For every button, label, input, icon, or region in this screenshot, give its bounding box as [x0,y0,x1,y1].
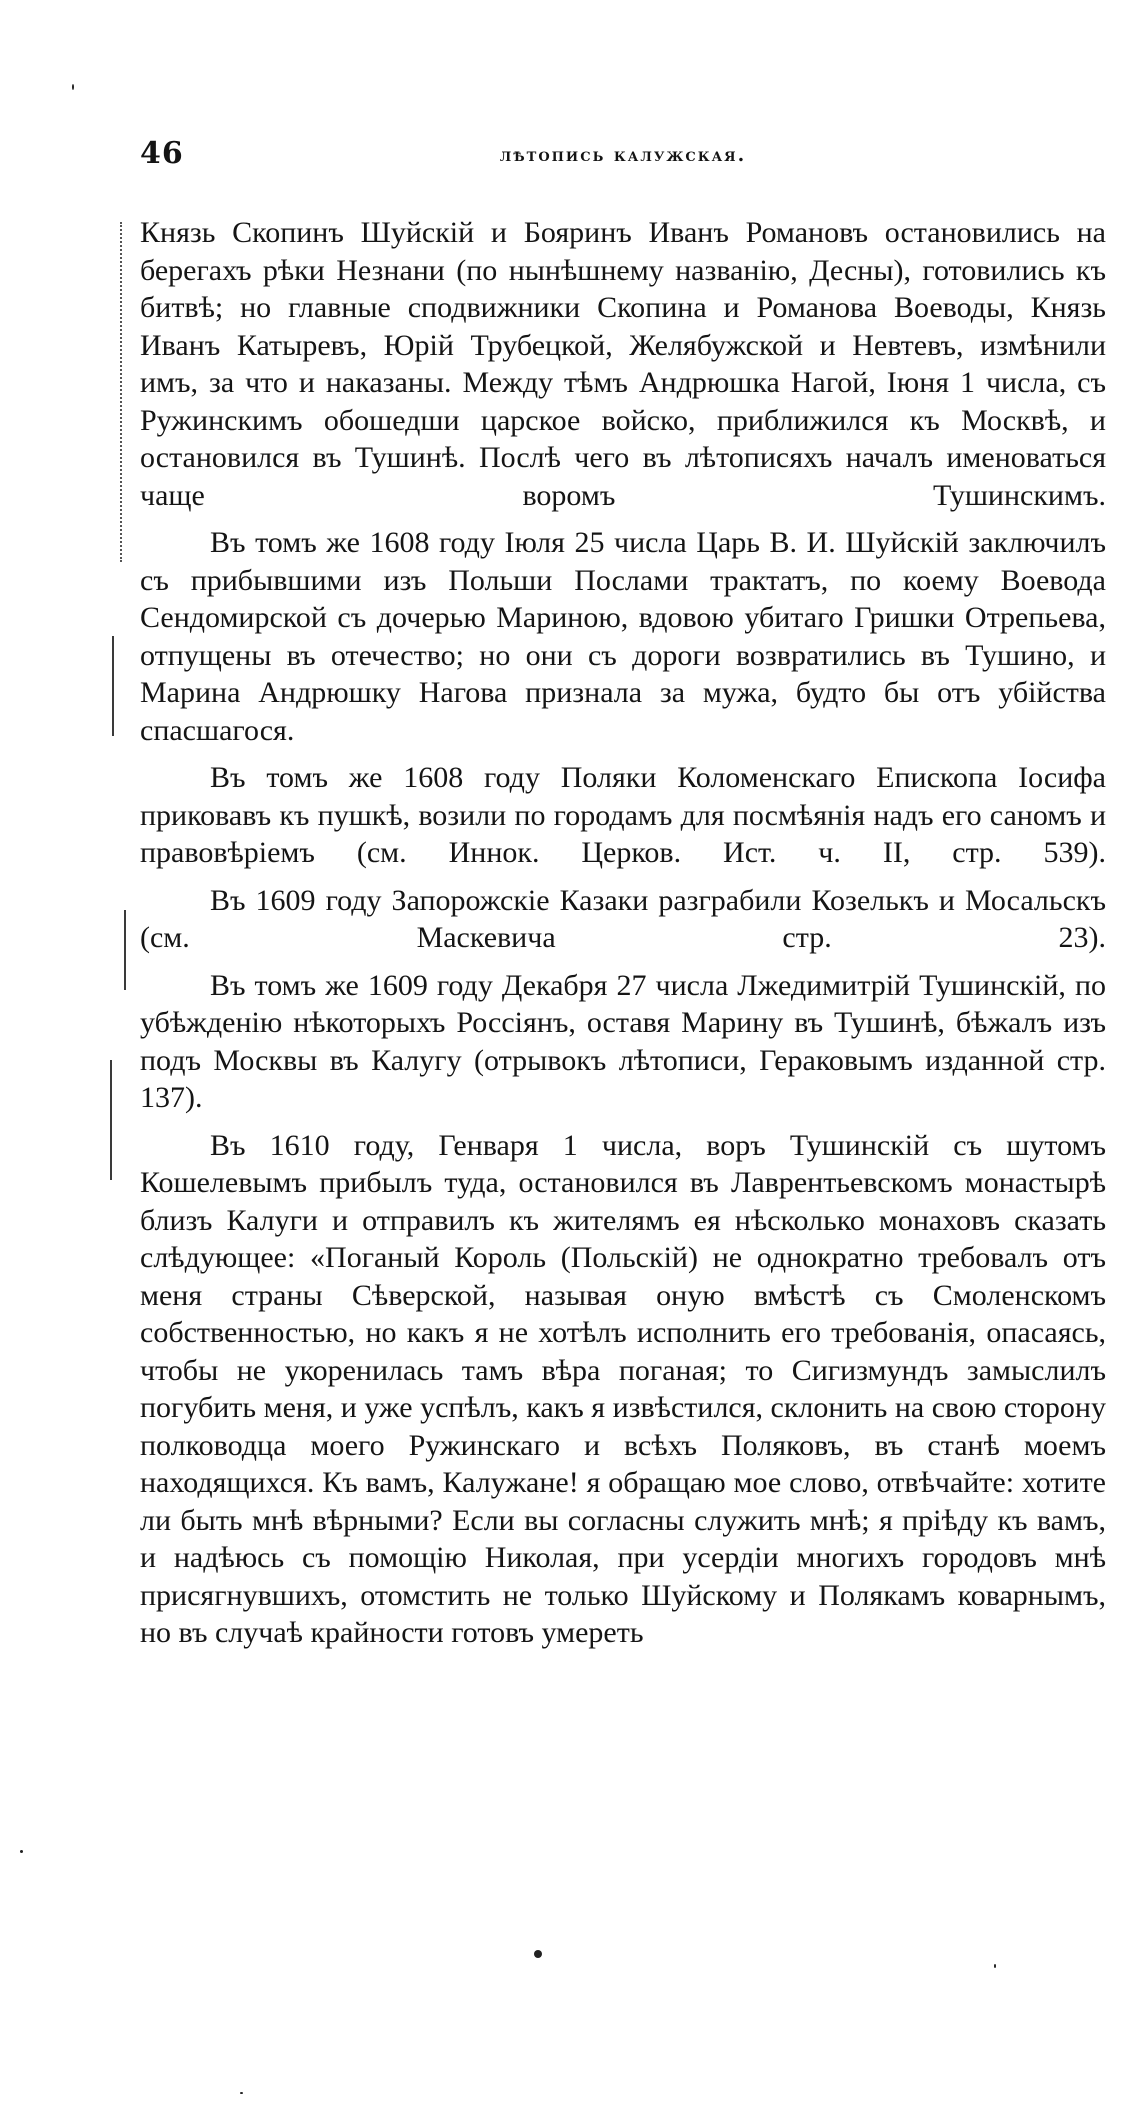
paragraph-6: Въ 1610 году, Генваря 1 числа, воръ Тушинскій съ шутомъ Кошелевымъ прибылъ туда, остановился въ Лаврентьевскомъ монастырѣ близъ Калуги и отправилъ къ жителямъ ея нѣсколько монаховъ сказать слѣдующее: «Поганый Король (Польскій) не однократно требовалъ отъ меня страны Сѣверской, называя оную вмѣстѣ съ Смоленскомъ собственностью, но какъ я не хотѣлъ исполнить его требованія, опасаясь, чтобы не укоренилась тамъ вѣра поганая; то Сигизмундъ замыслилъ погубить меня, и уже успѣлъ, какъ я извѣстился, склонить на свою сторону полководца моего Ружинскаго и всѣхъ Поляковъ, въ станѣ моемъ находящихся. Къ вамъ, Калужане! я обращаю мое слово, отвѣчайте: хотите ли быть мнѣ вѣрными? Если вы согласны служить мнѣ; я пріѣду къ вамъ, и надѣюсь съ помощію Николая, при усердіи многихъ городовъ мнѣ присягнувшихъ, отомстить не только Шуйскому и Полякамъ коварнымъ, но въ случаѣ крайности готовъ умереть [140,1128,1106,1649]
ink-speck [20,1850,23,1853]
margin-mark-3 [124,910,126,990]
paragraph-1: Князь Скопинъ Шуйскій и Бояринъ Иванъ Романовъ остановились на берегахъ рѣки Незнани (по нынѣшнему названію, Десны), готовились къ битвѣ; но главные сподвижники Скопина и Романова Воеводы, Князь Иванъ Катыревъ, Юрій Трубецкой, Желябужской и Невтевъ, измѣнили имъ, за что и наказаны. Между тѣмъ Андрюшка Нагой, Іюня 1 числа, съ Ружинскимъ обошедши царское войско, приближился къ Москвѣ, и остановился въ Тушинѣ. Послѣ чего въ лѣтописяхъ началъ именоваться чаще воромъ Тушинскимъ. [140,216,1106,512]
margin-mark-1 [120,222,122,562]
paragraph-5: Въ томъ же 1609 году Декабря 27 числа Лжедимитрій Тушинскій, по убѣжденію нѣкоторыхъ Россіянъ, оставя Марину въ Тушинѣ, бѣжалъ изъ подъ Москвы въ Калугу (отрывокъ лѣтописи, Гераковымъ изданной стр. 137). [140,968,1106,1114]
margin-mark-2 [112,636,114,736]
paragraph-4: Въ 1609 году Запорожскіе Казаки разграбили Козелькъ и Мосальскъ (см. Маскевича стр. 23). [140,883,1106,954]
ink-speck [994,1964,996,1968]
page-number: 46 [140,136,184,171]
page-header [140,136,1106,176]
paragraph-3: Въ томъ же 1608 году Поляки Коломенскаго Епископа Іосифа приковавъ къ пушкѣ, возили по городамъ для посмѣянія надъ его саномъ и правовѣріемъ (см. Иннок. Церков. Ист. ч. II, стр. 539). [140,761,1106,869]
ink-speck [534,1950,542,1958]
margin-mark-4 [110,1060,112,1180]
running-title: лѣтопись калужская. [499,144,747,166]
paragraph-2: Въ томъ же 1608 году Іюля 25 числа Царь В. И. Шуйскій заключилъ съ прибывшими изъ Польши Послами трактатъ, по коему Воевода Сендомирской съ дочерью Мариною, вдовою убитаго Гришки Отрепьева, отпущены въ отечество; но они съ дороги возвратились въ Тушино, и Марина Андрюшку Нагова признала за мужа, будто бы отъ убійства спасшагося. [140,526,1106,747]
ink-speck [240,2092,243,2094]
body-text [140,214,1106,1662]
ink-speck [72,84,74,90]
